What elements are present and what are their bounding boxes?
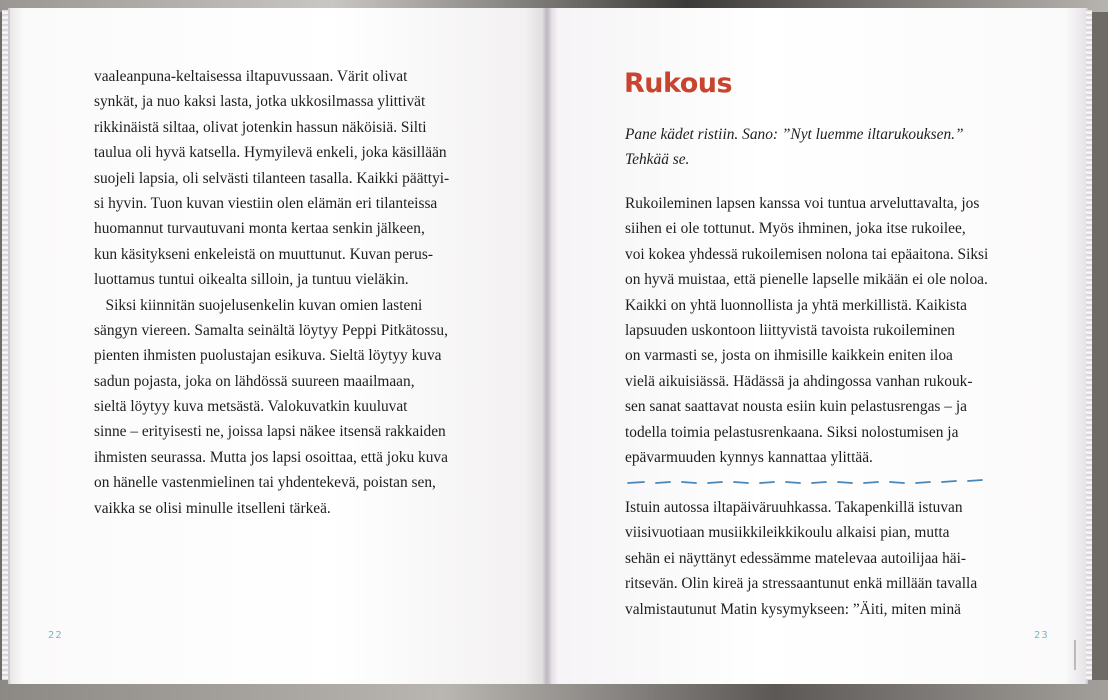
text-line: suojeli lapsia, oli selvästi tilanteen tasalla. Kaikki päättyi- [94, 169, 450, 187]
text-line: synkät, ja nuo kaksi lasta, jotka ukkosilmassa ylittivät [94, 93, 426, 111]
dashed-divider [626, 478, 996, 486]
section-heading: Rukous [624, 68, 733, 99]
text-line: sieltä löytyy kuva metsästä. Valokuvatkin kuuluvat [94, 398, 408, 416]
text-line: ihmisten seurassa. Mutta jos lapsi osoittaa, että joku kuva [94, 448, 448, 466]
text-line: ritsevän. Olin kireä ja stressaantunut enkä millään tavalla [625, 575, 978, 593]
text-line: Tehkää se. [625, 151, 690, 169]
text-line: Rukoileminen lapsen kanssa voi tuntua arveluttavalta, jos [625, 195, 980, 212]
text-line: Istuin autossa iltapäiväruuhkassa. Takapenkillä istuvan [625, 499, 963, 516]
text-line: vielä aikuisiässä. Hädässä ja ahdingossa vanhan rukouk- [625, 372, 973, 390]
page-edge-right [1086, 10, 1092, 680]
scan-mark [1074, 640, 1076, 670]
text-line: sehän ei näyttänyt edessämme matelevaa autoilijaa häi- [625, 549, 967, 567]
text-line: epävarmuuden kynnys kannattaa ylittää. [625, 448, 873, 466]
page-number-left: 22 [48, 630, 63, 641]
intro-italic [625, 122, 964, 173]
text-line: luottamus tuntui oikealta silloin, ja tuntuu vieläkin. [94, 271, 409, 289]
text-line: siihen ei ole tottunut. Myös ihminen, joka itse rukoilee, [625, 220, 966, 238]
right-page-body [625, 191, 988, 470]
text-line: sängyn viereen. Samalta seinältä löytyy Peppi Pitkätossu, [94, 321, 448, 339]
text-line: on varmasti se, josta on ihmisille kaikkein eniten iloa [625, 347, 953, 365]
page-edge-left [2, 10, 8, 680]
left-page-body [94, 64, 449, 521]
text-line: Pane kädet ristiin. Sano: ”Nyt luemme iltarukouksen.” [625, 126, 964, 143]
text-line: vaaleanpuna-keltaisessa iltapuvussaan. Värit olivat [94, 68, 408, 85]
text-line: sinne – erityisesti ne, joissa lapsi näkee itsensä rakkaiden [94, 423, 446, 441]
text-line: si hyvin. Tuon kuvan viestiin olen elämän eri tilanteissa [94, 194, 438, 212]
text-line: rikkinäistä siltaa, olivat jotenkin hassun näköisiä. Silti [94, 118, 427, 136]
text-line: on hyvä muistaa, että pienelle lapselle mikään ei ole noloa. [625, 271, 988, 289]
text-line: sen sanat saattavat nousta esiin kuin pelastusrengas – ja [625, 398, 967, 416]
text-line: vaikka se olisi minulle itselleni tärkeä. [94, 499, 331, 517]
story-body [625, 495, 977, 622]
book-gutter [543, 8, 551, 684]
text-line: Siksi kiinnitän suojelusenkelin kuvan omien lasteni [94, 296, 423, 314]
text-line: kun käsitykseni enkeleistä on muuttunut. Kuvan perus- [94, 245, 433, 263]
text-line: pienten ihmisten puolustajan esikuva. Sieltä löytyy kuva [94, 347, 442, 365]
text-line: Kaikki on yhtä luonnollista ja yhtä merkillistä. Kaikista [625, 296, 967, 314]
text-line: valmistautunut Matin kysymykseen: ”Äiti, miten minä [625, 600, 961, 618]
text-line: taulua oli hyvä katsella. Hymyilevä enkeli, joka käsillään [94, 144, 447, 162]
text-line: lapsuuden uskontoon liittyvistä tavoista rukoileminen [625, 321, 956, 339]
text-line: todella toimia pelastusrenkaana. Siksi nolostumisen ja [625, 423, 959, 441]
page-number-right: 23 [1034, 630, 1049, 641]
text-line: voi kokea yhdessä rukoilemisen nolona tai epäaitona. Siksi [625, 245, 989, 263]
text-line: viisivuotiaan musiikkileikkikoulu alkaisi pian, mutta [625, 524, 950, 542]
text-line: sadun pojasta, joka on lähdössä suureen maailmaan, [94, 372, 415, 390]
text-line: on hänelle vastenmielinen tai yhdentekevä, poistan sen, [94, 474, 436, 492]
text-line: huomannut turvautuvani monta kertaa senkin jälkeen, [94, 220, 425, 238]
